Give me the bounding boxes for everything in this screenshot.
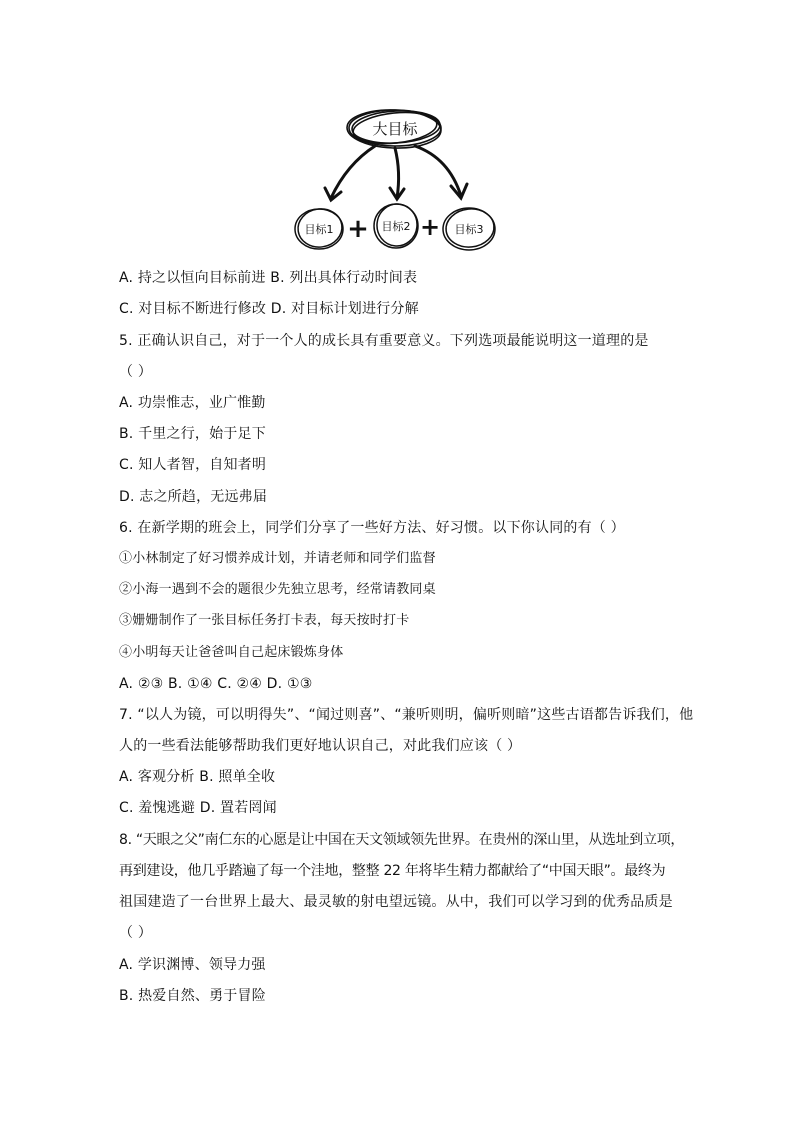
q5-option-d: D. 志之所趋，无远弗届 [119, 489, 268, 505]
q5-stem-line1: 5. 正确认识自己，对于一个人的成长具有重要意义。下列选项最能说明这一道理的是 [119, 333, 649, 349]
q4-options-line1: A. 持之以恒向目标前进 B. 列出具体行动时间表 [119, 270, 418, 286]
q6-item4: ④小明每天让爸爸叫自己起床锻炼身体 [119, 645, 344, 660]
q8-option-a: A. 学识渊博、领导力强 [119, 957, 266, 973]
q5-stem-line2: （ ） [119, 364, 153, 380]
q8-option-b: B. 热爱自然、勇于冒险 [119, 988, 266, 1004]
q7-stem-line1: 7. “以人为镜，可以明得失”、“闻过则喜”、“兼听则明，偏听则暗”这些古语都告诉我们，他 [119, 707, 694, 723]
q4-options-line2: C. 对目标不断进行修改 D. 对目标计划进行分解 [119, 301, 419, 317]
q5-option-b: B. 千里之行，始于足下 [119, 426, 266, 442]
goal-decomposition-diagram [285, 102, 510, 257]
q5-option-c: C. 知人者智，自知者明 [119, 457, 267, 473]
q7-options-line2: C. 羞愧逃避 D. 置若罔闻 [119, 800, 277, 816]
q7-stem-line2: 人的一些看法能够帮助我们更好地认识自己，对此我们应该（ ） [119, 738, 522, 754]
arrow-to-goal1 [331, 146, 375, 198]
q8-stem-line1: 8. “天眼之父”南仁东的心愿是让中国在天文领域领先世界。在贵州的深山里，从选址到立项， [119, 832, 685, 848]
q6-options: A. ②③ B. ①④ C. ②④ D. ①③ [119, 676, 313, 692]
q6-item1: ①小林制定了好习惯养成计划，并请老师和同学们监督 [119, 551, 436, 566]
q8-stem-line4: （ ） [119, 925, 153, 941]
goal2-label: 目标2 [381, 220, 411, 233]
plus-sign-2: + [419, 213, 441, 241]
goal1-label: 目标1 [304, 223, 334, 236]
arrow-to-goal2 [395, 148, 399, 198]
arrows [325, 146, 467, 200]
plus-sign-1: + [347, 214, 369, 244]
goal3-label: 目标3 [454, 223, 484, 236]
q5-option-a: A. 功崇惟志，业广惟勤 [119, 395, 266, 411]
q6-item3: ③姗姗制作了一张目标任务打卡表，每天按时打卡 [119, 613, 410, 628]
q6-item2: ②小海一遇到不会的题很少先独立思考，经常请教同桌 [119, 582, 436, 597]
q8-stem-line2: 再到建设，他几乎踏遍了每一个洼地，整整 22 年将毕生精力都献给了“中国天眼”。最终为 [119, 863, 666, 879]
q8-stem-line3: 祖国建造了一台世界上最大、最灵敏的射电望远镜。从中，我们可以学习到的优秀品质是 [119, 894, 673, 910]
big-goal-label: 大目标 [372, 120, 418, 138]
q6-stem: 6. 在新学期的班会上，同学们分享了一些好方法、好习惯。以下你认同的有（ ） [119, 520, 625, 536]
q7-options-line1: A. 客观分析 B. 照单全收 [119, 769, 276, 785]
